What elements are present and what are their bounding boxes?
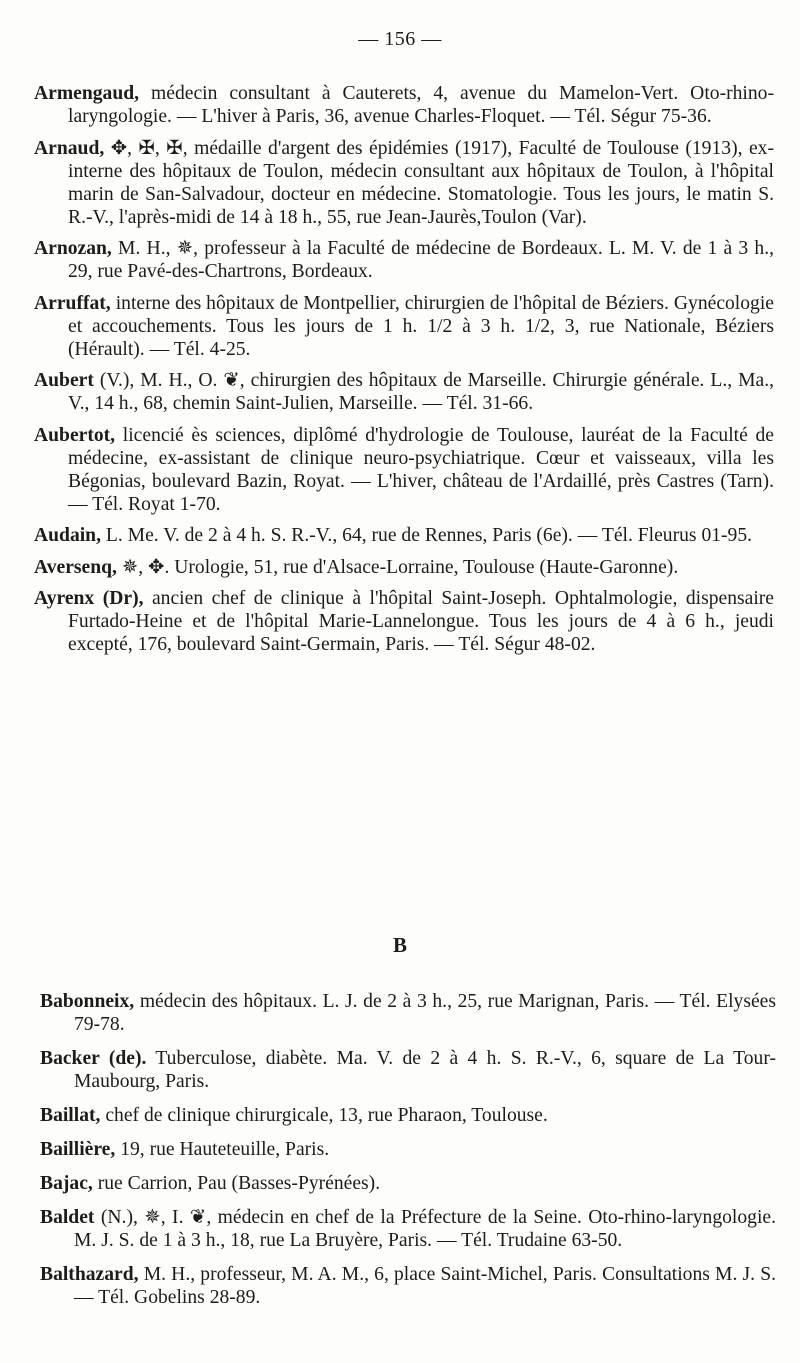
entry-name: Ayrenx (Dr), <box>34 588 144 609</box>
entry-name: Arnaud, <box>34 137 105 159</box>
entry-text: ✥, ✠, ✠, médaille d'argent des épidémies (1917), Faculté de Toulouse (1913), ex-interne des hôpitaux de Toulon, médecin consultant aux hôpitaux de Toulon, à l'hôpital marin de San-Salvadour, docteur en médecine. Stomatologie. Tous les jours, le matin S. R.-V., l'après-midi de 14 à 18 h., 55, rue Jean-Jaurès,Toulon (Var). <box>68 137 774 228</box>
entry-name: Baillat, <box>40 1105 101 1126</box>
directory-entry <box>34 556 774 579</box>
entry-text: Tuberculose, diabète. Ma. V. de 2 à 4 h. S. R.-V., 6, square de La Tour-Maubourg, Paris. <box>74 1048 776 1092</box>
entry-name: Armengaud, <box>34 83 140 104</box>
entry-name: Aubertot, <box>34 424 116 446</box>
entry-name: Bajac, <box>40 1173 93 1194</box>
directory-entry <box>34 82 774 128</box>
entry-text: ancien chef de clinique à l'hôpital Saint-Joseph. Ophtalmologie, dispensaire Furtado-Heine et de l'hôpital Marie-Lannelongue. Tous les jours de 4 à 6 h., jeudi excepté, 176, boulevard Saint-Germain, Paris. — Tél. Ségur 48-02. <box>68 588 774 655</box>
directory-entry <box>34 424 774 516</box>
directory-entry <box>34 587 774 656</box>
directory-entry <box>40 1104 776 1127</box>
directory-entry <box>34 237 774 283</box>
entry-text: L. Me. V. de 2 à 4 h. S. R.-V., 64, rue de Rennes, Paris (6e). — Tél. Fleurus 01-95. <box>105 525 753 546</box>
entry-text: licencié ès sciences, diplômé d'hydrologie de Toulouse, lauréat de la Faculté de médecine, ex-assistant de clinique neuro-psychiatrique. Cœur et vaisseaux, villa les Bégonias, boulevard Bazin, Royat. — L'hiver, château de l'Ardaillé, près Castres (Tarn). — Tél. Royat 1-70. <box>68 424 774 515</box>
directory-entry <box>40 990 776 1036</box>
entry-name: Aubert <box>34 370 94 391</box>
entry-name: Arnozan, <box>34 238 112 259</box>
entry-text: rue Carrion, Pau (Basses-Pyrénées). <box>97 1173 381 1194</box>
directory-entry <box>34 137 774 229</box>
entry-text: M. H., ✵, professeur à la Faculté de médecine de Bordeaux. L. M. V. de 1 à 3 h., 29, rue Pavé-des-Chartrons, Bordeaux. <box>68 238 775 282</box>
entry-name: Babonneix, <box>40 991 135 1012</box>
section-heading: B <box>392 933 407 957</box>
entry-text: (V.), M. H., O. ❦, chirurgien des hôpitaux de Marseille. Chirurgie générale. L., Ma., V., 14 h., 68, chemin Saint-Julien, Marseille. — Tél. 31-66. <box>68 370 774 414</box>
directory-entry <box>40 1138 776 1161</box>
directory-entry <box>40 1172 776 1195</box>
directory-entry <box>34 292 774 361</box>
entry-text: interne des hôpitaux de Montpellier, chirurgien de l'hôpital de Béziers. Gynécologie et accouchements. Tous les jours de 1 h. 1/2 à 3 h. 1/2, 3, rue Nationale, Béziers (Hérault). — Tél. 4-25. <box>68 292 774 360</box>
entry-text: médecin des hôpitaux. L. J. de 2 à 3 h., 25, rue Marignan, Paris. — Tél. Elysées 79-78. <box>74 991 776 1035</box>
entry-name: Baillière, <box>40 1139 116 1160</box>
entry-name: Audain, <box>34 525 101 546</box>
entry-text: ✵, ✥. Urologie, 51, rue d'Alsace-Lorraine, Toulouse (Haute-Garonne). <box>121 556 679 578</box>
entries-section-a <box>34 82 774 665</box>
directory-entry <box>34 524 774 547</box>
entry-name: Baldet <box>40 1207 95 1228</box>
entry-text: (N.), ✵, I. ❦, médecin en chef de la Préfecture de la Seine. Oto-rhino-laryngologie. M. J. S. de 1 à 3 h., 18, rue La Bruyère, Paris. — Tél. Trudaine 63-50. <box>74 1207 776 1251</box>
entry-text: médecin consultant à Cauterets, 4, avenue du Mamelon-Vert. Oto-rhino-laryngologie. — L'hiver à Paris, 36, avenue Charles-Floquet. — Tél. Ségur 75-36. <box>68 83 774 127</box>
directory-entry <box>40 1206 776 1252</box>
directory-entry <box>40 1047 776 1093</box>
entry-name: Aversenq, <box>34 556 117 578</box>
entry-text: chef de clinique chirurgicale, 13, rue Pharaon, Toulouse. <box>105 1105 548 1126</box>
entry-name: Backer (de). <box>40 1048 147 1069</box>
directory-entry <box>34 369 774 415</box>
entry-name: Balthazard, <box>40 1264 139 1285</box>
entry-name: Arruffat, <box>34 292 111 314</box>
entries-section-b <box>40 990 776 1320</box>
directory-entry <box>40 1263 776 1309</box>
page-number: — 156 — <box>358 28 442 50</box>
entry-text: M. H., professeur, M. A. M., 6, place Saint-Michel, Paris. Consultations M. J. S. — Tél. Gobelins 28-89. <box>74 1264 777 1308</box>
entry-text: 19, rue Hauteteuille, Paris. <box>120 1139 330 1160</box>
